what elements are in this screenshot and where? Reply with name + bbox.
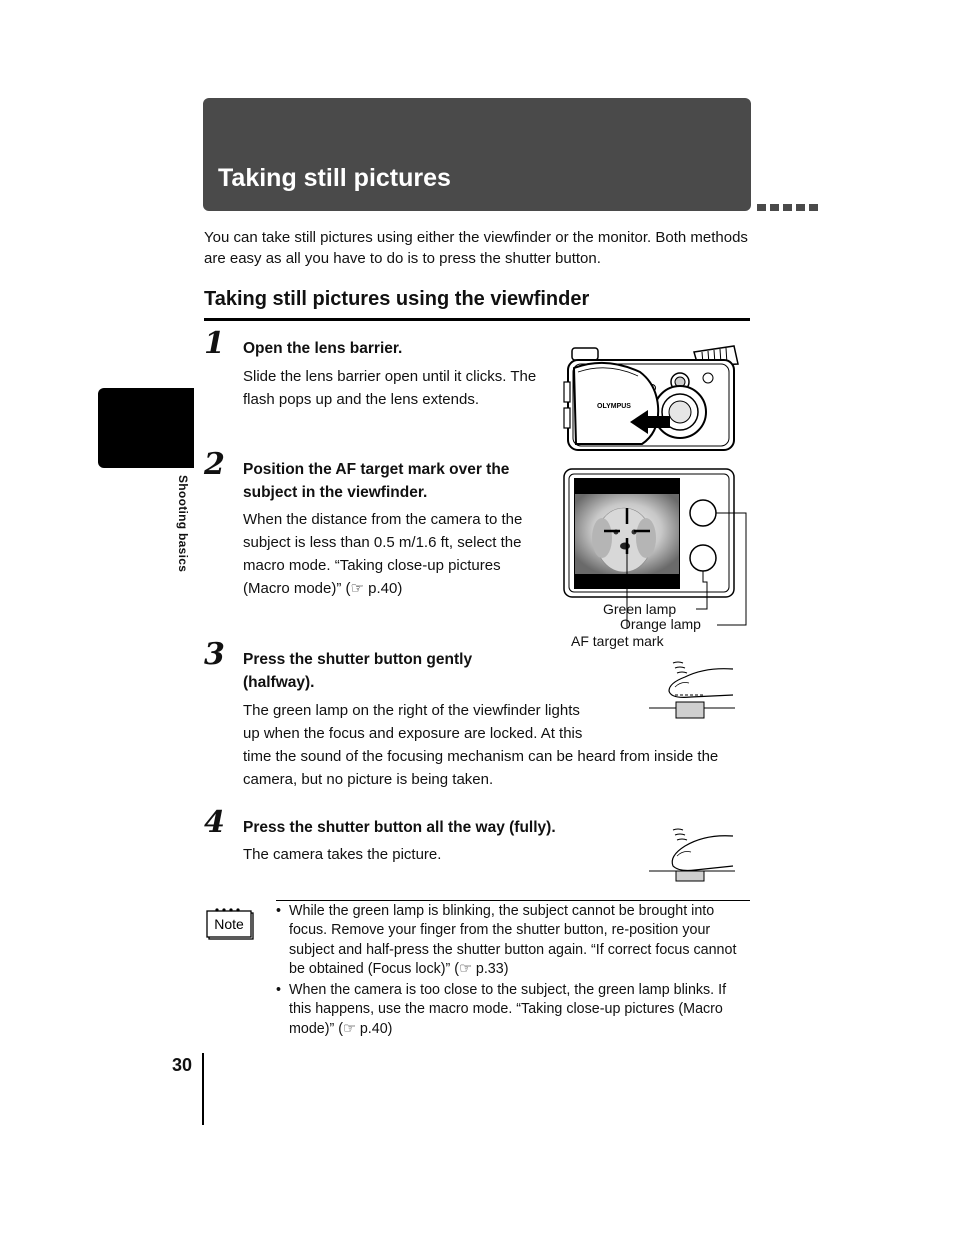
chapter-label: Shooting basics [176,475,190,573]
step-body-line: time the sound of the focusing mechanism can be heard from inside the camera, but no picture is being taken. [243,748,719,788]
pointing-hand-icon: ☞ [350,580,364,597]
green-lamp [690,500,716,526]
chapter-tab [98,388,194,468]
bullet: • [276,982,282,999]
camera-illustration [562,342,742,454]
title-banner [203,98,751,211]
step-body [243,508,549,600]
step-title: Press the shutter button all the way (fully). [243,819,556,836]
step-body-text: When the distance from the camera to the subject is less than 0.5 m/1.6 ft, select the macro mode. “Taking close-up pictures (Macro mode)” ( [243,511,523,597]
banner-decoration [757,204,818,211]
page-number: 30 [172,1055,193,1075]
section-divider [204,318,750,321]
step-number: 2 [204,447,225,482]
note-list [276,900,750,1041]
page-number-rule [202,1053,204,1125]
step-title: Press the shutter button gently (halfway). [243,651,473,691]
step-number: 3 [204,637,225,672]
page-reference: p.33) [475,960,509,977]
step-number: 1 [204,326,225,361]
pointing-hand-icon: ☞ [343,1020,356,1037]
orange-lamp [690,545,716,571]
step-title: Open the lens barrier. [243,340,403,357]
page-title: Taking still pictures [218,164,451,192]
page-reference: p.40) [368,580,403,597]
step-number: 4 [204,805,225,840]
pointing-hand-icon: ☞ [459,960,472,977]
note-label: Note [214,916,244,932]
page-reference: p.40) [359,1020,393,1037]
camera-brand: OLYMPUS [597,403,631,410]
caption-green-lamp: Green lamp [603,601,677,617]
caption-orange-lamp: Orange lamp [620,616,701,632]
bullet: • [276,903,282,919]
caption-af-target-mark: AF target mark [571,633,664,649]
section-heading: Taking still pictures using the viewfinder [204,288,590,310]
intro-paragraph: You can take still pictures using either the viewfinder or the monitor. Both methods are easy as all you have to do is to press the shutter button. [204,229,748,267]
step-body: Slide the lens barrier open until it clicks. The flash pops up and the lens extends. [243,368,537,408]
half-press-illustration [645,655,740,721]
step-title: Position the AF target mark over the subject in the viewfinder. [243,461,510,501]
step-body: The camera takes the picture. [243,846,442,863]
full-press-illustration [645,826,740,884]
note-item [276,902,750,979]
note-text: While the green lamp is blinking, the subject cannot be brought into focus. Remove your finger from the shutter button, re-position your subject and half-press the shutter button again. “If correct focus cannot be obtained (Focus lock)” ( [289,903,737,977]
note-icon [206,907,256,941]
note-text: When the camera is too close to the subject, the green lamp blinks. If this happens, use the macro mode. “Taking close-up pictures (Macro mode)” ( [289,982,727,1037]
step-body-line: up when the focus and exposure are locked. At this [243,725,583,742]
note-item [276,981,750,1039]
step-body-line: The green lamp on the right of the viewfinder lights [243,702,580,719]
